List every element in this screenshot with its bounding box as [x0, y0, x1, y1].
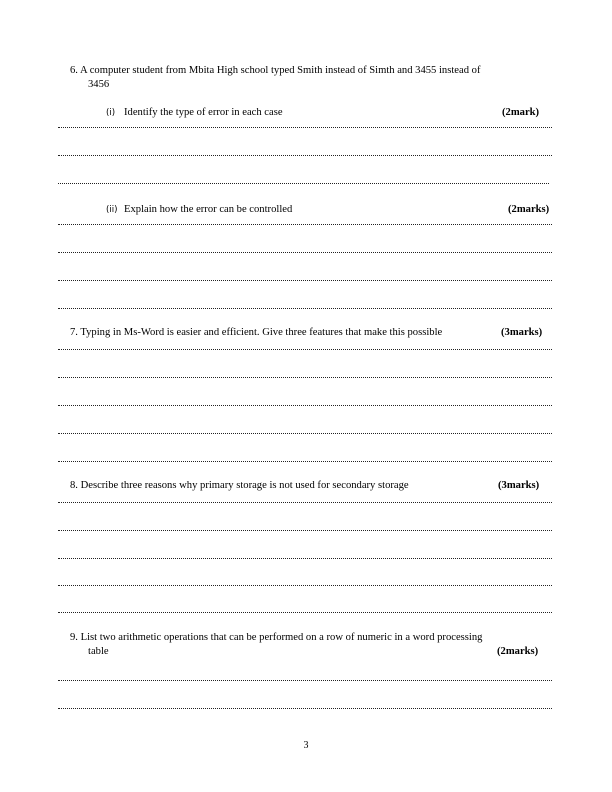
question-9-marks: (2marks) [497, 646, 539, 657]
answer-line[interactable] [58, 558, 552, 559]
question-6-part-i-marks: (2mark) [502, 107, 540, 118]
answer-line[interactable] [58, 280, 552, 281]
question-8-marks: (3marks) [498, 480, 540, 491]
answer-line[interactable] [58, 252, 552, 253]
answer-line[interactable] [58, 461, 552, 462]
question-6-part-ii-text: Explain how the error can be controlled [124, 204, 293, 215]
answer-line[interactable] [58, 585, 552, 586]
question-6-part-i-label: (i) [106, 108, 116, 118]
answer-line[interactable] [58, 224, 552, 225]
answer-line[interactable] [58, 183, 549, 184]
question-6-part-ii-label: (ii) [106, 205, 118, 215]
answer-line[interactable] [58, 155, 552, 156]
answer-line[interactable] [58, 502, 552, 503]
question-6-part-ii-marks: (2marks) [508, 204, 550, 215]
answer-line[interactable] [58, 530, 552, 531]
question-7-text: 7. Typing in Ms-Word is easier and efficient. Give three features that make this possible [70, 327, 443, 338]
question-7-marks: (3marks) [501, 327, 543, 338]
answer-line[interactable] [58, 308, 552, 309]
page-number: 3 [303, 740, 309, 751]
answer-line[interactable] [58, 405, 552, 406]
question-6-text-line2: 3456 [88, 79, 110, 90]
question-8-text: 8. Describe three reasons why primary storage is not used for secondary storage [70, 480, 409, 491]
answer-line[interactable] [58, 680, 552, 681]
question-6-part-i-text: Identify the type of error in each case [124, 107, 283, 118]
answer-line[interactable] [58, 127, 552, 128]
answer-line[interactable] [58, 612, 552, 613]
answer-line[interactable] [58, 377, 552, 378]
answer-line[interactable] [58, 349, 552, 350]
answer-line[interactable] [58, 708, 552, 709]
question-9-text-line2: table [88, 646, 109, 657]
answer-line[interactable] [58, 433, 552, 434]
question-6-text-line1: 6. A computer student from Mbita High school typed Smith instead of Simth and 3455 instead of [70, 65, 481, 76]
question-9-text-line1: 9. List two arithmetic operations that can be performed on a row of numeric in a word processing [70, 632, 483, 643]
